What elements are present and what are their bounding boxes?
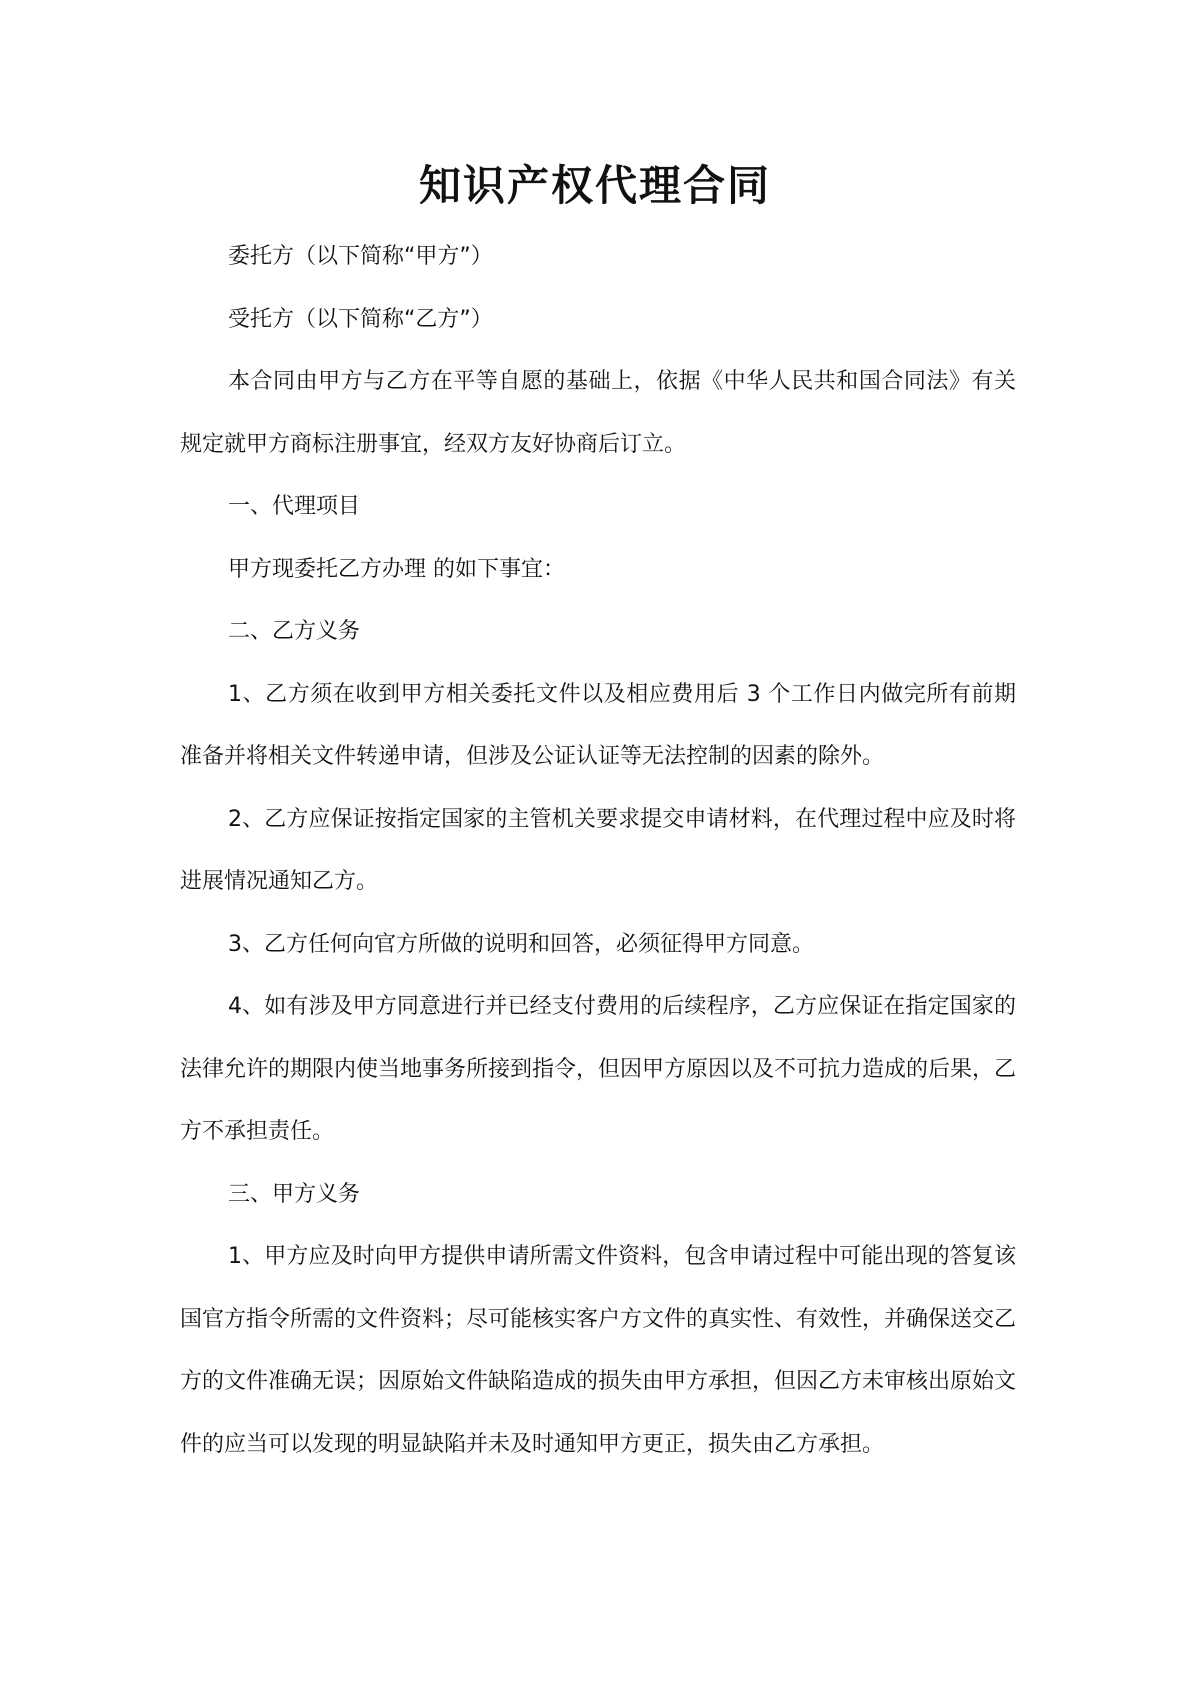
clause-b-2: 2、乙方应保证按指定国家的主管机关要求提交申请材料，在代理过程中应及时将进展情况通知乙方。 — [180, 806, 1016, 894]
clause-b-1: 1、乙方须在收到甲方相关委托文件以及相应费用后 3 个工作日内做完所有前期准备并将相关文件转递申请，但涉及公证认证等无法控制的因素的除外。 — [180, 681, 1016, 769]
clause-a-1: 1、甲方应及时向甲方提供申请所需文件资料，包含申请过程中可能出现的答复该国官方指令所需的文件资料；尽可能核实客户方文件的真实性、有效性，并确保送交乙方的文件准确无误；因原始文件缺陷造成的损失由甲方承担，但因乙方未审核出原始文件的应当可以发现的明显缺陷并未及时通知甲方更正，损失由乙方承担。 — [180, 1244, 1017, 1457]
paragraph-agency-items: 甲方现委托乙方办理 的如下事宜： — [228, 556, 565, 582]
paragraph-client: 委托方（以下简称“甲方”） — [228, 244, 493, 269]
clause-b-3: 3、乙方任何向官方所做的说明和回答，必须征得甲方同意。 — [228, 931, 814, 957]
paragraph-agent: 受托方（以下简称“乙方”） — [228, 306, 493, 332]
section-heading-agency-items: 一、代理项目 — [228, 494, 361, 519]
document-body — [180, 226, 1016, 1476]
section-heading-party-b-obligations: 二、乙方义务 — [228, 619, 361, 644]
section-heading-party-a-obligations: 三、甲方义务 — [228, 1181, 361, 1207]
document-title: 知识产权代理合同 — [418, 161, 771, 210]
clause-b-4: 4、如有涉及甲方同意进行并已经支付费用的后续程序，乙方应保证在指定国家的法律允许的期限内使当地事务所接到指令，但因甲方原因以及不可抗力造成的后果，乙方不承担责任。 — [180, 994, 1017, 1144]
paragraph-preamble: 本合同由甲方与乙方在平等自愿的基础上，依据《中华人民共和国合同法》有关规定就甲方商标注册事宜，经双方友好协商后订立。 — [180, 369, 1016, 457]
